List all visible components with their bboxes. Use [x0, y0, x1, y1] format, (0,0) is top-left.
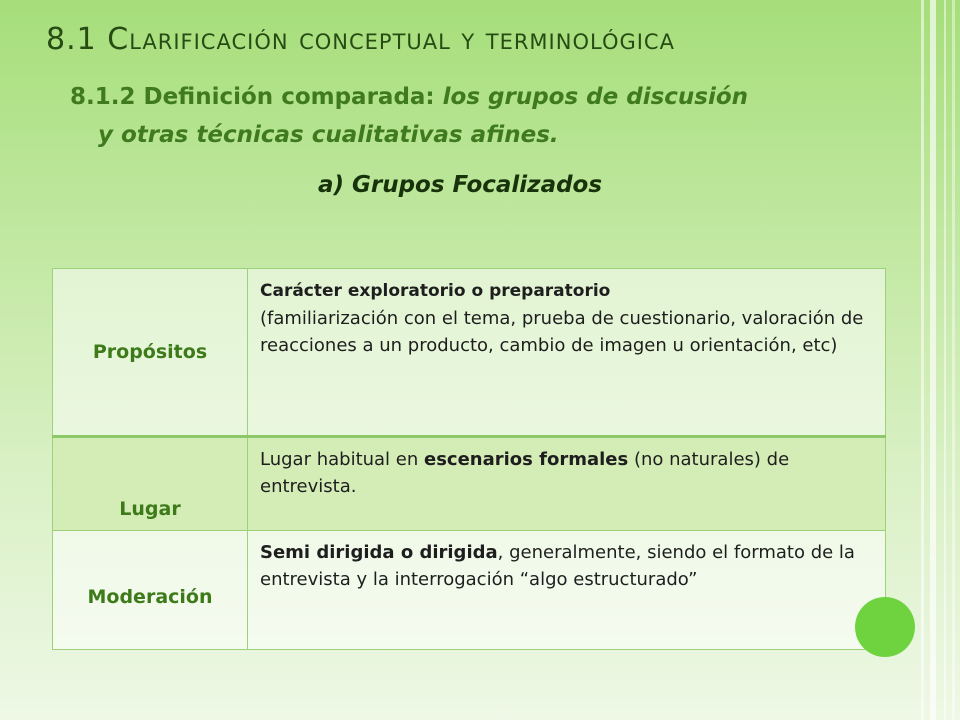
- decorative-stripe: [952, 0, 955, 720]
- row-bold-mid: escenarios formales: [424, 449, 629, 470]
- row-text: , generalmente, siendo el formato de la entrevista y la interrogación “algo estructurado”: [260, 542, 855, 590]
- row-text: (familiarización con el tema, prueba de cuestionario, valoración de reacciones a un producto, cambio de imagen u orientación, etc): [260, 308, 864, 356]
- section-heading: a) Grupos Focalizados: [317, 172, 603, 198]
- row-text-after: (no naturales) de entrevista.: [260, 449, 790, 497]
- row-description: [248, 269, 886, 437]
- row-description: [248, 531, 886, 650]
- decorative-circle: [855, 597, 915, 657]
- row-label: Propósitos: [53, 269, 248, 437]
- table-row: [53, 437, 886, 531]
- table-row: [53, 269, 886, 437]
- subtitle-italic-continuation: y otras técnicas cualitativas afines.: [98, 122, 559, 148]
- row-label: Moderación: [53, 531, 248, 650]
- row-description: [248, 437, 886, 531]
- definitions-table: [52, 268, 886, 650]
- row-text: Lugar habitual en: [260, 449, 424, 470]
- row-bold-lead: Carácter exploratorio o preparatorio: [260, 281, 611, 301]
- row-bold-lead: Semi dirigida o dirigida: [260, 542, 498, 563]
- decorative-stripe: [921, 0, 924, 720]
- subtitle-prefix: 8.1.2 Definición comparada:: [70, 84, 443, 110]
- slide-title: 8.1 Clarificación conceptual y terminológica: [46, 22, 675, 57]
- decorative-stripe: [930, 0, 936, 720]
- subtitle-italic-part: los grupos de discusión: [442, 84, 749, 110]
- decorative-stripe: [944, 0, 946, 720]
- slide-subtitle: [70, 78, 910, 154]
- row-label: Lugar: [53, 437, 248, 531]
- table-row: [53, 531, 886, 650]
